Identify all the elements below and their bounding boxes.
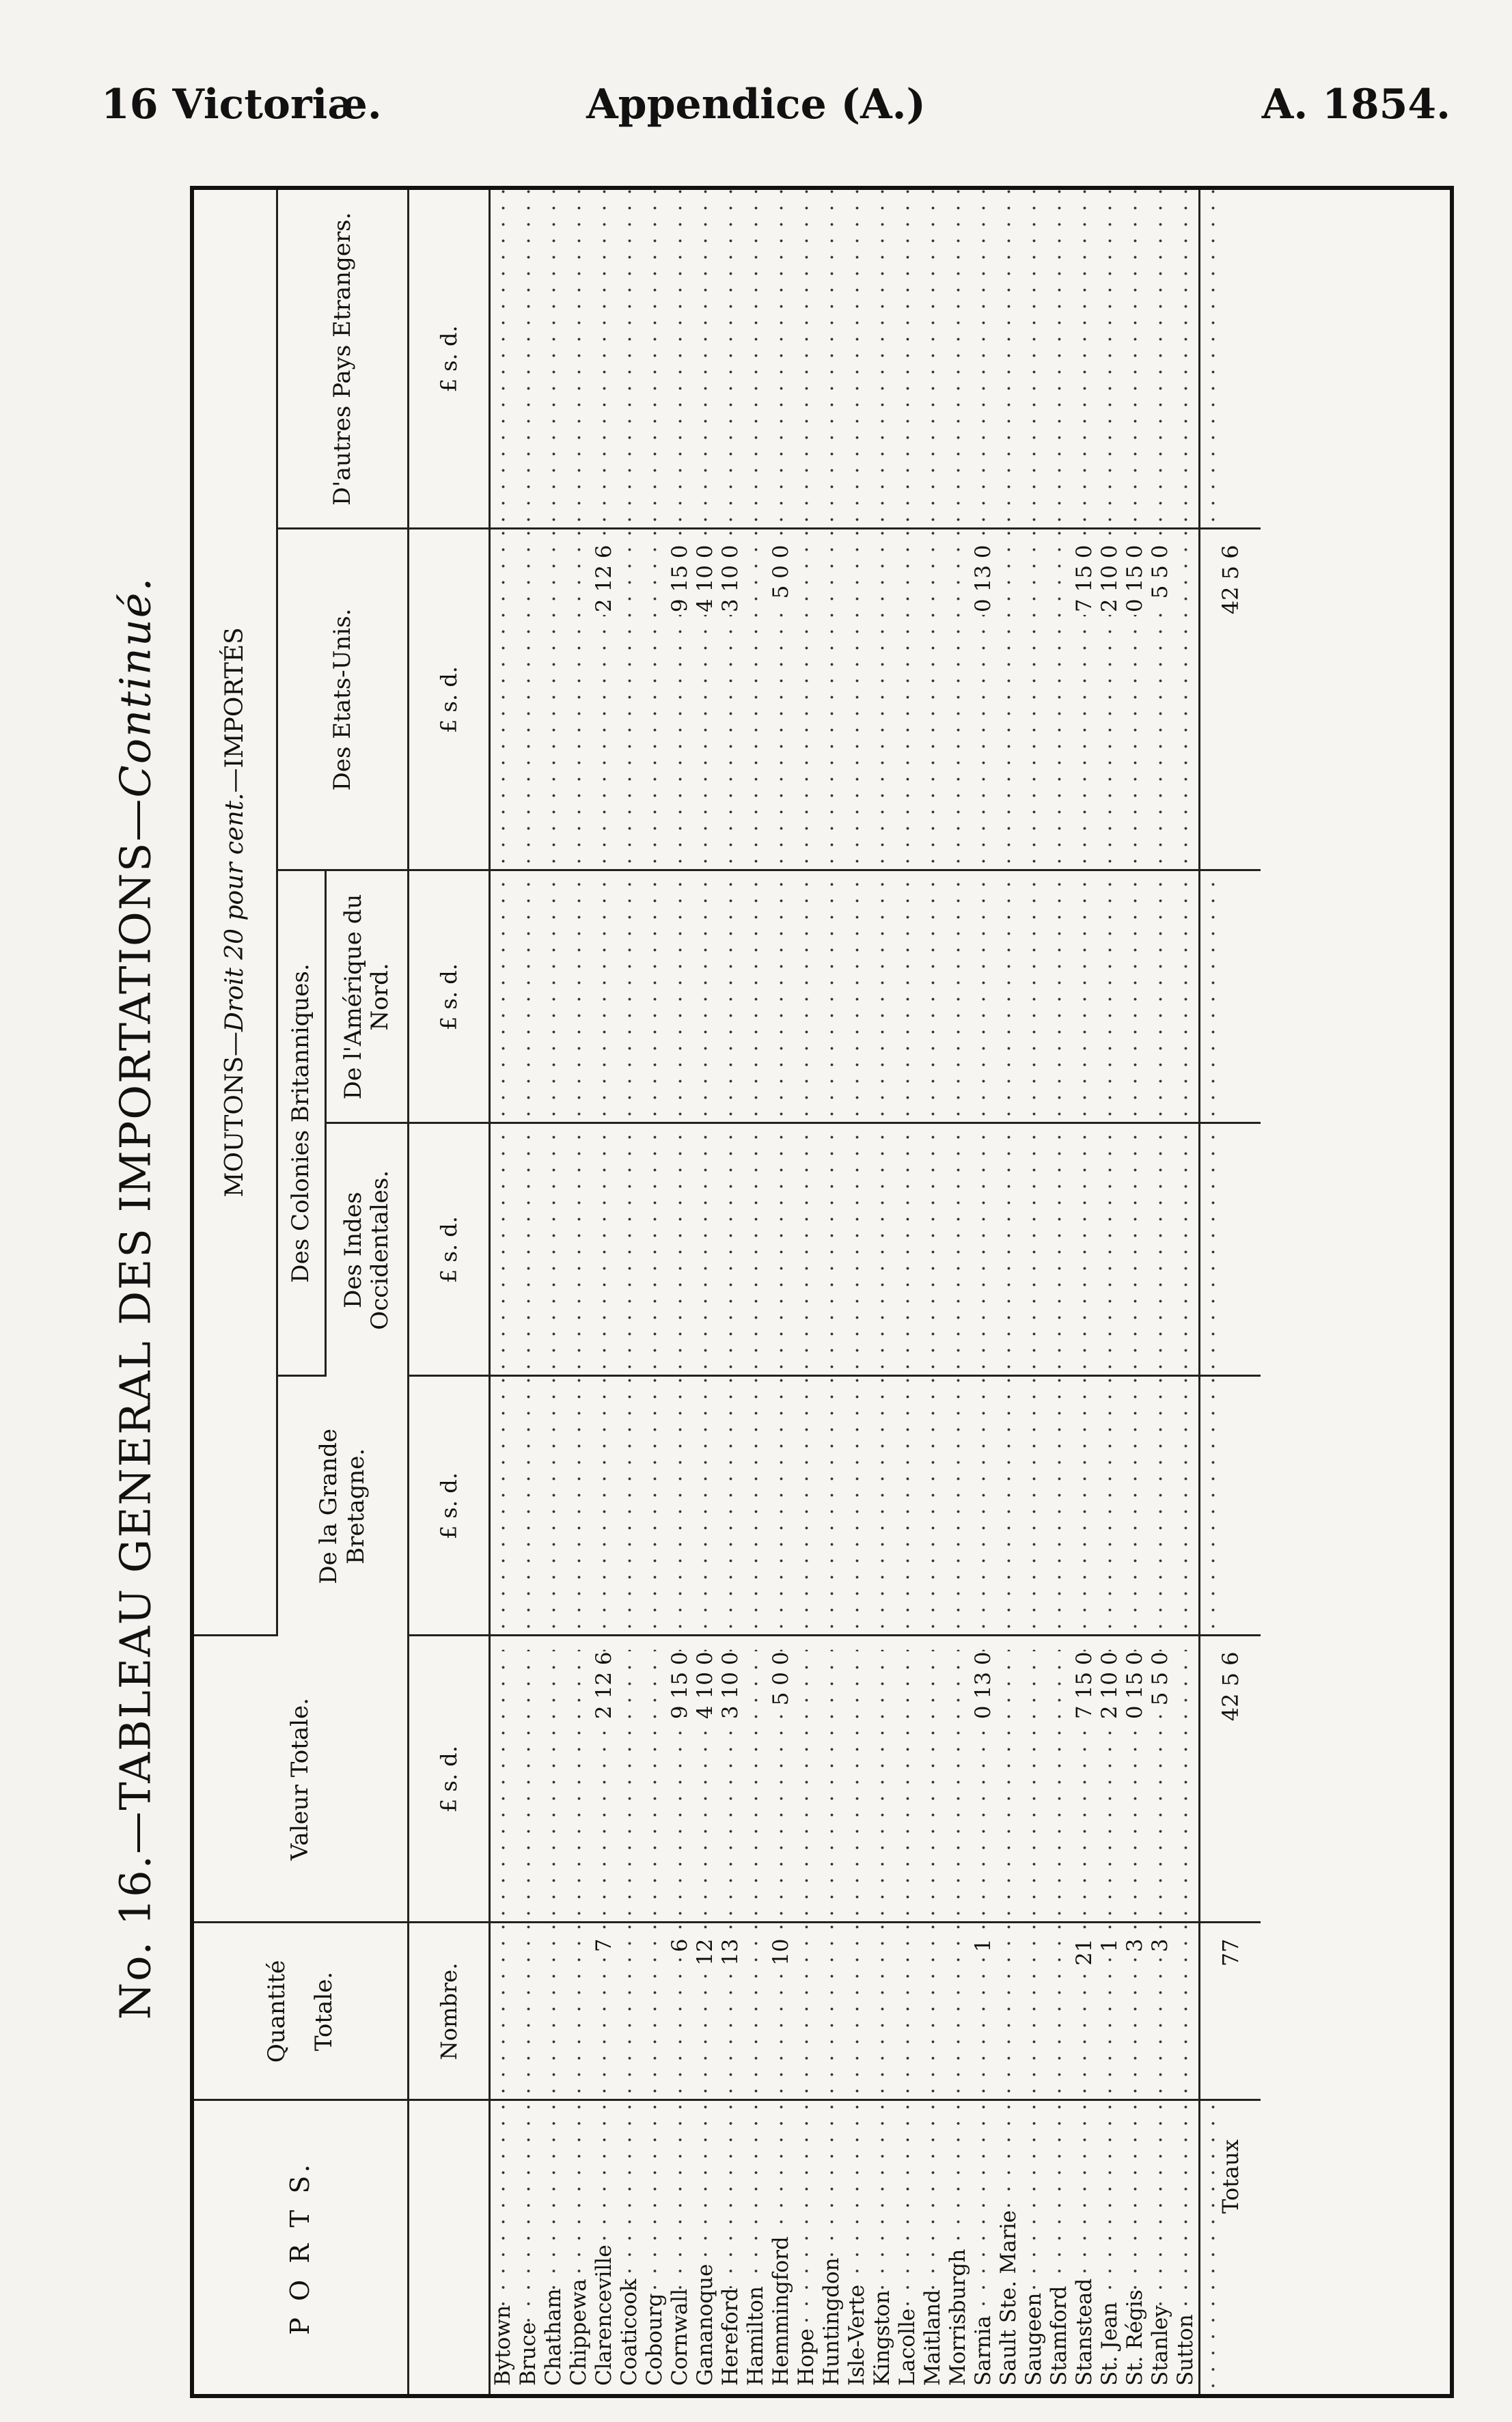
totals-etats-unis: 42 5 6 [1200,529,1261,870]
grande-bretagne-cell [1072,1376,1097,1636]
quantity-cell: 13 [718,1923,743,2100]
port-cell: Sault Ste. Marie [996,2100,1021,2394]
grande-bretagne-cell [541,1376,566,1636]
table-row [1173,190,1200,2394]
indes-cell [1072,1123,1097,1376]
port-cell: Stanley [1148,2100,1173,2394]
page-title [94,478,176,2118]
unit-etats-unis: £ s. d. [409,529,490,870]
value-cell: 2 10 0 [1097,1636,1123,1923]
header-session: 16 Victoriæ. [101,81,382,128]
quantity-cell [566,1923,592,2100]
quantity-cell [1173,1923,1200,2100]
value-cell [870,1636,895,1923]
grande-bretagne-cell [895,1376,920,1636]
etats-unis-cell [1047,529,1072,870]
quantity-cell [516,1923,541,2100]
grande-bretagne-cell [668,1376,693,1636]
etats-unis-cell [490,529,517,870]
grande-bretagne-cell [946,1376,971,1636]
quantity-cell [794,1923,819,2100]
etats-unis-cell [642,529,668,870]
table-row [1072,190,1097,2394]
etats-unis-cell [617,529,642,870]
autres-pays-cell [920,190,946,529]
etats-unis-cell: 9 15 0 [668,529,693,870]
port-cell: Chippewa [566,2100,592,2394]
autres-pays-cell [617,190,642,529]
amerique-header: De l'Amérique du Nord. [326,870,409,1123]
port-cell: Lacolle [895,2100,920,2394]
value-cell: 3 10 0 [718,1636,743,1923]
indes-cell [516,1123,541,1376]
table-row [617,190,642,2394]
table-row [592,190,617,2394]
grande-bretagne-cell [1047,1376,1072,1636]
grande-bretagne-cell [1148,1376,1173,1636]
indes-cell [1047,1123,1072,1376]
table-row [516,190,541,2394]
quantity-cell [1047,1923,1072,2100]
value-cell [566,1636,592,1923]
amerique-cell [895,870,920,1123]
value-cell [1021,1636,1047,1923]
etats-unis-cell [920,529,946,870]
autres-pays-cell [718,190,743,529]
autres-pays-cell [1123,190,1148,529]
amerique-cell [1047,870,1072,1123]
amerique-cell [971,870,996,1123]
quantity-cell [920,1923,946,2100]
indes-cell [642,1123,668,1376]
etats-unis-cell: 2 12 6 [592,529,617,870]
grande-bretagne-cell [516,1376,541,1636]
indes-cell [1021,1123,1047,1376]
autres-pays-cell [971,190,996,529]
grande-bretagne-cell [642,1376,668,1636]
indes-cell [1148,1123,1173,1376]
port-cell: Hope [794,2100,819,2394]
table-row [870,190,895,2394]
etats-unis-cell [516,529,541,870]
indes-cell [895,1123,920,1376]
port-cell: Cobourg [642,2100,668,2394]
autres-pays-cell [844,190,870,529]
autres-pays-cell [946,190,971,529]
grande-bretagne-cell [1097,1376,1123,1636]
value-cell [946,1636,971,1923]
indes-cell [1123,1123,1148,1376]
value-cell: 5 0 0 [769,1636,794,1923]
port-cell: Stamford [1047,2100,1072,2394]
unit-amerique: £ s. d. [409,870,490,1123]
amerique-cell [1123,870,1148,1123]
amerique-cell [819,870,844,1123]
autres-pays-cell [668,190,693,529]
quantity-cell: 12 [693,1923,718,2100]
amerique-cell [490,870,517,1123]
etats-unis-cell [794,529,819,870]
table-row [541,190,566,2394]
grande-bretagne-cell [1123,1376,1148,1636]
value-cell [1047,1636,1072,1923]
autres-pays-cell [819,190,844,529]
etats-unis-cell: 2 10 0 [1097,529,1123,870]
value-cell: 9 15 0 [668,1636,693,1923]
indes-cell [693,1123,718,1376]
quantity-cell [819,1923,844,2100]
indes-cell [617,1123,642,1376]
indes-cell [1173,1123,1200,1376]
quantity-cell [1021,1923,1047,2100]
quantity-cell [743,1923,769,2100]
indes-cell [769,1123,794,1376]
etats-unis-header: Des Etats-Unis. [277,529,409,870]
quantity-header: Quantité Totale. [194,1923,409,2100]
value-cell: 5 5 0 [1148,1636,1173,1923]
etats-unis-cell [1173,529,1200,870]
port-cell: Saugeen [1021,2100,1047,2394]
quantity-cell [844,1923,870,2100]
header-year: A. 1854. [1261,81,1451,128]
moutons-header: MOUTONS—Droit 20 pour cent.—IMPORTÉS [194,190,277,1636]
amerique-cell [617,870,642,1123]
table-row [743,190,769,2394]
port-cell: Kingston [870,2100,895,2394]
etats-unis-cell [870,529,895,870]
etats-unis-cell: 5 0 0 [769,529,794,870]
port-cell: Bytown [490,2100,517,2394]
totals-row [1200,190,1261,2394]
grande-bretagne-header: De la Grande Bretagne. [277,1376,409,1636]
indes-cell [794,1123,819,1376]
title-main: No. 16.—TABLEAU GENERAL DES IMPORTATIONS— [110,797,161,2020]
autres-pays-cell [1173,190,1200,529]
etats-unis-cell [946,529,971,870]
quantity-cell: 6 [668,1923,693,2100]
autres-pays-cell [592,190,617,529]
indes-cell [566,1123,592,1376]
unit-indes: £ s. d. [409,1123,490,1376]
autres-pays-cell [516,190,541,529]
etats-unis-cell [541,529,566,870]
ports-header: P O R T S. [194,2100,409,2394]
amerique-cell [1097,870,1123,1123]
amerique-cell [769,870,794,1123]
value-cell: 4 10 0 [693,1636,718,1923]
grande-bretagne-cell [819,1376,844,1636]
autres-pays-cell [1047,190,1072,529]
amerique-cell [920,870,946,1123]
value-cell: 2 12 6 [592,1636,617,1923]
autres-pays-cell [996,190,1021,529]
etats-unis-cell [819,529,844,870]
quantity-cell: 1 [971,1923,996,2100]
amerique-cell [1021,870,1047,1123]
grande-bretagne-cell [920,1376,946,1636]
amerique-cell [1148,870,1173,1123]
quantity-cell: 3 [1148,1923,1173,2100]
port-cell: Clarenceville [592,2100,617,2394]
totals-grande-bretagne [1200,1376,1261,1636]
indes-cell [668,1123,693,1376]
etats-unis-cell [1021,529,1047,870]
value-cell: 0 13 0 [971,1636,996,1923]
value-cell [617,1636,642,1923]
unit-nombre: Nombre. [409,1923,490,2100]
autres-pays-cell [642,190,668,529]
quantity-cell: 7 [592,1923,617,2100]
amerique-cell [566,870,592,1123]
import-table-frame [190,186,1454,2398]
table-row [946,190,971,2394]
value-cell [743,1636,769,1923]
grande-bretagne-cell [718,1376,743,1636]
port-cell: Sutton [1173,2100,1200,2394]
port-cell: Huntingdon [819,2100,844,2394]
indes-cell [1097,1123,1123,1376]
port-cell: Bruce [516,2100,541,2394]
unit-grande-bretagne: £ s. d. [409,1376,490,1636]
etats-unis-cell: 0 13 0 [971,529,996,870]
value-cell [516,1636,541,1923]
autres-pays-cell [566,190,592,529]
autres-pays-cell [1072,190,1097,529]
autres-pays-cell [541,190,566,529]
table-row [668,190,693,2394]
amerique-cell [794,870,819,1123]
grande-bretagne-cell [794,1376,819,1636]
amerique-cell [844,870,870,1123]
value-cell [895,1636,920,1923]
amerique-cell [743,870,769,1123]
grande-bretagne-cell [1173,1376,1200,1636]
amerique-cell [541,870,566,1123]
etats-unis-cell: 3 10 0 [718,529,743,870]
ports-unit-cell [409,2100,490,2394]
totals-quantity: 77 [1200,1923,1261,2100]
port-cell: Gananoque [693,2100,718,2394]
value-cell [819,1636,844,1923]
etats-unis-cell: 0 15 0 [1123,529,1148,870]
port-cell: Cornwall [668,2100,693,2394]
value-cell: 7 15 0 [1072,1636,1097,1923]
port-cell: Sarnia [971,2100,996,2394]
amerique-cell [946,870,971,1123]
grande-bretagne-cell [743,1376,769,1636]
import-table [194,190,1261,2394]
amerique-cell [1072,870,1097,1123]
port-cell: St. Jean [1097,2100,1123,2394]
autres-pays-cell [895,190,920,529]
value-cell [996,1636,1021,1923]
table-row [794,190,819,2394]
value-cell [1173,1636,1200,1923]
table-row [769,190,794,2394]
table-body [490,190,1261,2394]
amerique-cell [642,870,668,1123]
amerique-cell [996,870,1021,1123]
value-header: Valeur Totale. [194,1636,409,1923]
port-cell: Maitland [920,2100,946,2394]
table-row [490,190,517,2394]
indes-cell [819,1123,844,1376]
autres-pays-cell [794,190,819,529]
grande-bretagne-cell [592,1376,617,1636]
amerique-cell [693,870,718,1123]
indes-cell [946,1123,971,1376]
indes-cell [743,1123,769,1376]
amerique-cell [516,870,541,1123]
indes-cell [718,1123,743,1376]
amerique-cell [718,870,743,1123]
autres-pays-header: D'autres Pays Etrangers. [277,190,409,529]
grande-bretagne-cell [996,1376,1021,1636]
table-row [693,190,718,2394]
totals-value: 42 5 6 [1200,1636,1261,1923]
indes-cell [971,1123,996,1376]
port-cell: Hereford [718,2100,743,2394]
table-row [566,190,592,2394]
quantity-cell [996,1923,1021,2100]
totals-amerique [1200,870,1261,1123]
grande-bretagne-cell [617,1376,642,1636]
port-cell: Hemmingford [769,2100,794,2394]
autres-pays-cell [870,190,895,529]
quantity-cell: 21 [1072,1923,1097,2100]
quantity-cell: 1 [1097,1923,1123,2100]
grande-bretagne-cell [1021,1376,1047,1636]
grande-bretagne-cell [769,1376,794,1636]
indes-cell [844,1123,870,1376]
quantity-cell [490,1923,517,2100]
table-row [920,190,946,2394]
table-row [642,190,668,2394]
grande-bretagne-cell [971,1376,996,1636]
indes-cell [592,1123,617,1376]
table-row [819,190,844,2394]
autres-pays-cell [1021,190,1047,529]
indes-cell [870,1123,895,1376]
colonies-header: Des Colonies Britanniques. [277,870,326,1376]
autres-pays-cell [743,190,769,529]
table-row [996,190,1021,2394]
port-cell: Isle-Verte [844,2100,870,2394]
amerique-cell [870,870,895,1123]
value-cell [490,1636,517,1923]
grande-bretagne-cell [693,1376,718,1636]
port-cell: Stanstead [1072,2100,1097,2394]
value-cell [844,1636,870,1923]
amerique-cell [668,870,693,1123]
table-row [1123,190,1148,2394]
unit-autres: £ s. d. [409,190,490,529]
table-row [1021,190,1047,2394]
grande-bretagne-cell [490,1376,517,1636]
autres-pays-cell [1097,190,1123,529]
etats-unis-cell [895,529,920,870]
totals-label: Totaux [1200,2100,1261,2394]
indes-cell [490,1123,517,1376]
quantity-cell [541,1923,566,2100]
quantity-cell [895,1923,920,2100]
indes-cell [541,1123,566,1376]
value-cell: 0 15 0 [1123,1636,1148,1923]
port-cell: Hamilton [743,2100,769,2394]
table-row [844,190,870,2394]
autres-pays-cell [769,190,794,529]
value-cell [794,1636,819,1923]
unit-value: £ s. d. [409,1636,490,1923]
etats-unis-cell [566,529,592,870]
totals-autres-pays [1200,190,1261,529]
etats-unis-cell: 5 5 0 [1148,529,1173,870]
title-continued: Continué. [110,576,161,798]
indes-cell [996,1123,1021,1376]
etats-unis-cell: 4 10 0 [693,529,718,870]
etats-unis-cell [743,529,769,870]
amerique-cell [592,870,617,1123]
indes-cell [920,1123,946,1376]
autres-pays-cell [1148,190,1173,529]
quantity-cell [617,1923,642,2100]
table-row [895,190,920,2394]
amerique-cell [1173,870,1200,1123]
table-row [1097,190,1123,2394]
etats-unis-cell: 7 15 0 [1072,529,1097,870]
grande-bretagne-cell [844,1376,870,1636]
port-cell: St. Régis [1123,2100,1148,2394]
autres-pays-cell [693,190,718,529]
port-cell: Morrisburgh [946,2100,971,2394]
header-appendix: Appendice (A.) [586,81,926,128]
quantity-cell: 3 [1123,1923,1148,2100]
table-row [718,190,743,2394]
quantity-cell [642,1923,668,2100]
port-cell: Coaticook [617,2100,642,2394]
port-cell: Chatham [541,2100,566,2394]
indes-header: Des Indes Occidentales. [326,1123,409,1376]
table-row [971,190,996,2394]
etats-unis-cell [844,529,870,870]
value-cell [642,1636,668,1923]
quantity-cell: 10 [769,1923,794,2100]
autres-pays-cell [490,190,517,529]
value-cell [920,1636,946,1923]
value-cell [541,1636,566,1923]
grande-bretagne-cell [566,1376,592,1636]
table-row [1148,190,1173,2394]
totals-indes [1200,1123,1261,1376]
table-row [1047,190,1072,2394]
quantity-cell [870,1923,895,2100]
etats-unis-cell [996,529,1021,870]
quantity-cell [946,1923,971,2100]
grande-bretagne-cell [870,1376,895,1636]
